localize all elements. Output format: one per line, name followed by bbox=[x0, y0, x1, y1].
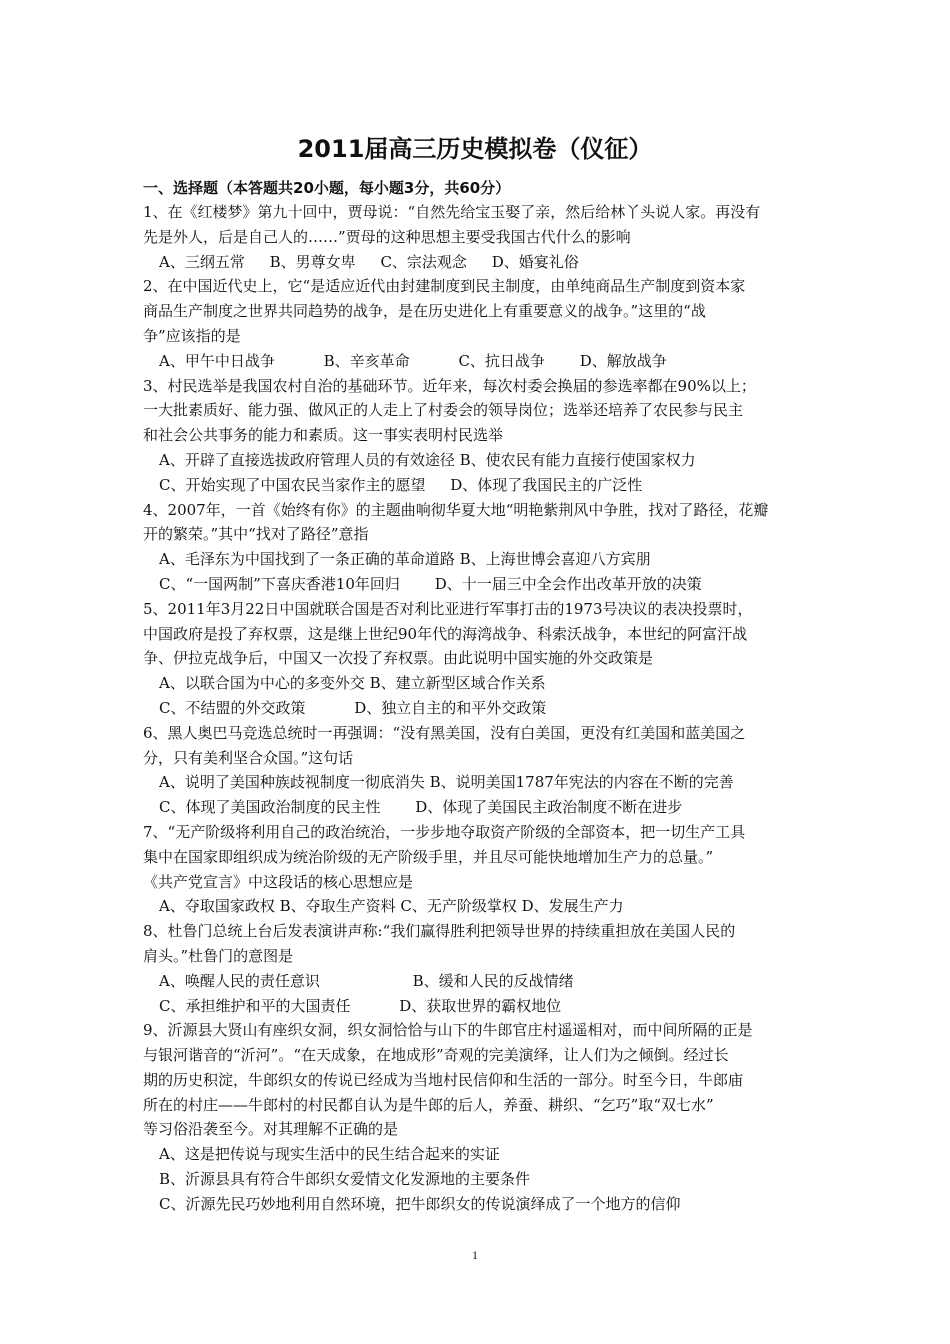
question-6-text: 6、黑人奥巴马竞选总统时一再强调：“没有黑美国，没有白美国，更没有红美国和蓝美国之 bbox=[143, 723, 746, 742]
option-d: D、体现了我国民主的广泛性 bbox=[450, 475, 643, 494]
question-5-text: 中国政府是投了弃权票，这是继上世纪90年代的海湾战争、科索沃战争，本世纪的阿富汗战 bbox=[143, 624, 748, 643]
question-3-text: 和社会公共事务的能力和素质。这一事实表明村民选举 bbox=[143, 426, 504, 445]
question-5-options bbox=[143, 696, 811, 721]
option-d: D、独立自主的和平外交政策 bbox=[354, 698, 547, 717]
question-6-text: 分，只有美利坚合众国。”这句话 bbox=[143, 748, 354, 767]
question-4-options bbox=[143, 572, 811, 597]
option-b: B、辛亥革命 bbox=[323, 351, 410, 370]
question-2-options bbox=[143, 349, 811, 374]
question-3-text: 一大批素质好、能力强、做风正的人走上了村委会的领导岗位；选举还培养了农民参与民主 bbox=[143, 401, 744, 420]
question-9-text: 与银河谐音的“沂河”。“在天成象，在地成形”奇观的完美演绎，让人们为之倾倒。经过长 bbox=[143, 1046, 729, 1065]
question-2-text: 2、在中国近代史上，它“是适应近代由封建制度到民主制度，由单纯商品生产制度到资本家 bbox=[143, 277, 746, 296]
question-9-text: 等习俗沿袭至今。对其理解不正确的是 bbox=[143, 1120, 399, 1139]
question-7-text: 7、“无产阶级将利用自己的政治统治，一步步地夺取资产阶级的全部资本，把一切生产工具 bbox=[143, 822, 746, 841]
question-4-text: 开的繁荣。”其中“找对了路径”意指 bbox=[143, 525, 369, 544]
question-6-options: A、说明了美国种族歧视制度一彻底消失 B、说明美国1787年宪法的内容在不断的完善 bbox=[159, 773, 734, 792]
option-d: D、体现了美国民主政治制度不断在进步 bbox=[415, 798, 683, 817]
question-8-options bbox=[143, 994, 811, 1019]
question-9-option-b: B、沂源县具有符合牛郎织女爱情文化发源地的主要条件 bbox=[159, 1170, 531, 1189]
question-5-options: A、以联合国为中心的多变外交 B、建立新型区域合作关系 bbox=[159, 674, 546, 693]
option-c: C、体现了美国政治制度的民主性 bbox=[159, 798, 381, 817]
question-3-text: 3、村民选举是我国农村自治的基础环节。近年来，每次村委会换届的参选率都在90%以上； bbox=[143, 376, 756, 395]
option-b: B、男尊女卑 bbox=[269, 252, 356, 271]
question-5-text: 争、伊拉克战争后，中国又一次投了弃权票。由此说明中国实施的外交政策是 bbox=[143, 649, 654, 668]
option-a: A、甲午中日战争 bbox=[159, 351, 275, 370]
option-d: D、解放战争 bbox=[579, 351, 667, 370]
option-a: A、三纲五常 bbox=[159, 252, 245, 271]
question-5-text: 5、2011年3月22日中国就联合国是否对利比亚进行军事打击的1973号决议的表决投票时， bbox=[143, 599, 753, 618]
question-4-options: A、毛泽东为中国找到了一条正确的革命道路 B、上海世博会喜迎八方宾朋 bbox=[159, 550, 651, 569]
page-number: 1 bbox=[472, 1248, 478, 1262]
question-1-text: 1、在《红楼梦》第九十回中，贾母说：“自然先给宝玉娶了亲，然后给林丫头说人家。再没有 bbox=[143, 203, 761, 221]
question-8-options bbox=[143, 969, 811, 994]
question-8-text: 肩头。”杜鲁门的意图是 bbox=[143, 946, 294, 965]
option-d: D、十一届三中全会作出改革开放的决策 bbox=[434, 574, 702, 593]
question-body bbox=[143, 200, 811, 1217]
page-title: 2011届高三历史模拟卷（仪征） bbox=[297, 135, 653, 163]
question-1-options bbox=[143, 250, 811, 275]
option-c: C、承担维护和平的大国责任 bbox=[159, 996, 351, 1015]
question-1-text: 先是外人，后是自己人的……”贾母的这种思想主要受我国古代什么的影响 bbox=[143, 227, 631, 246]
option-d: D、获取世界的霸权地位 bbox=[399, 996, 562, 1015]
question-8-text: 8、杜鲁门总统上台后发表演讲声称:“我们赢得胜利把领导世界的持续重担放在美国人民的 bbox=[143, 922, 736, 941]
question-3-options: A、开辟了直接选拔政府管理人员的有效途径 B、使农民有能力直接行使国家权力 bbox=[159, 450, 696, 469]
question-2-text: 争”应该指的是 bbox=[143, 326, 241, 345]
question-7-text: 《共产党宣言》中这段话的核心思想应是 bbox=[143, 872, 414, 891]
question-6-options bbox=[143, 795, 811, 820]
option-c: C、不结盟的外交政策 bbox=[159, 698, 306, 717]
option-c: C、“一国两制”下喜庆香港10年回归 bbox=[159, 574, 400, 593]
question-9-text: 期的历史积淀，牛郎织女的传说已经成为当地村民信仰和生活的一部分。时至今日，牛郎庙 bbox=[143, 1070, 744, 1089]
question-9-option-c: C、沂源先民巧妙地利用自然环境，把牛郎织女的传说演绎成了一个地方的信仰 bbox=[159, 1194, 681, 1213]
option-c: C、开始实现了中国农民当家作主的愿望 bbox=[159, 475, 426, 494]
question-2-text: 商品生产制度之世界共同趋势的战争，是在历史进化上有重要意义的战争。”这里的“战 bbox=[143, 302, 706, 321]
question-9-text: 所在的村庄——牛郎村的村民都自认为是牛郎的后人，养蚕、耕织、“乞巧”取“双七水” bbox=[143, 1095, 714, 1114]
option-d: D、婚宴礼俗 bbox=[491, 252, 579, 271]
question-7-options: A、夺取国家政权 B、夺取生产资料 C、无产阶级掌权 D、发展生产力 bbox=[159, 897, 624, 916]
section-heading: 一、选择题（本答题共20小题，每小题3分，共60分） bbox=[143, 179, 511, 197]
question-9-option-a: A、这是把传说与现实生活中的民生结合起来的实证 bbox=[159, 1145, 500, 1164]
question-3-options bbox=[143, 473, 811, 498]
question-4-text: 4、2007年，一首《始终有你》的主题曲响彻华夏大地“明艳紫荆风中争胜，找对了路径，花瓣 bbox=[143, 500, 769, 519]
option-c: C、宗法观念 bbox=[380, 252, 467, 271]
question-9-text: 9、沂源县大贤山有座织女洞，织女洞恰恰与山下的牛郎官庄村遥遥相对，而中间所隔的正是 bbox=[143, 1021, 753, 1040]
question-7-text: 集中在国家即组织成为统治阶级的无产阶级手里，并且尽可能快地增加生产力的总量。” bbox=[143, 847, 714, 866]
option-c: C、抗日战争 bbox=[458, 351, 545, 370]
option-b: B、缓和人民的反战情绪 bbox=[412, 971, 574, 990]
option-a: A、唤醒人民的责任意识 bbox=[159, 971, 320, 990]
